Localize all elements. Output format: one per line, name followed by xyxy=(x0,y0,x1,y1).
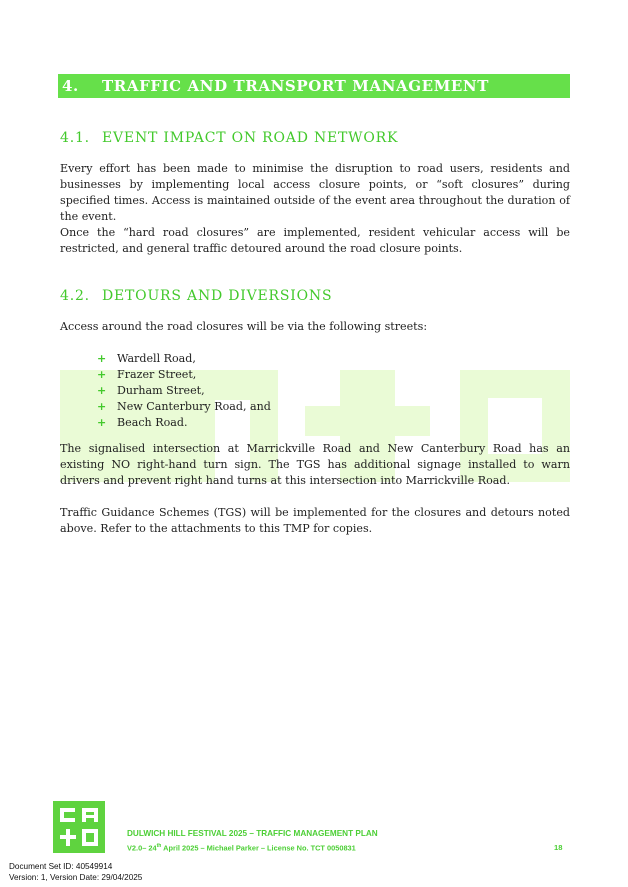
footer-title: DULWICH HILL FESTIVAL 2025 – TRAFFIC MANAGEMENT PLAN xyxy=(127,829,378,838)
subsection-title: DETOURS AND DIVERSIONS xyxy=(102,288,333,304)
subsection-number: 4.2. xyxy=(60,288,90,304)
list-item: + Beach Road. xyxy=(97,416,188,429)
detours-intro: Access around the road closures will be via the following streets: xyxy=(60,320,428,333)
subsection-heading-impact xyxy=(60,129,398,147)
section-title: TRAFFIC AND TRANSPORT MANAGEMENT xyxy=(102,77,490,95)
detours-paragraph-2: Traffic Guidance Schemes (TGS) will be implemented for the closures and detours noted above. Refer to the attachments to this TMP for copies. xyxy=(60,506,570,535)
subsection-heading-detours xyxy=(60,287,332,305)
section-heading xyxy=(58,74,570,98)
document-metadata xyxy=(9,861,142,883)
list-item: + New Canterbury Road, and xyxy=(97,400,271,413)
list-item: + Frazer Street, xyxy=(97,368,197,381)
document-version: Version: 1, Version Date: 29/04/2025 xyxy=(9,873,143,882)
list-item: + Durham Street, xyxy=(97,384,205,397)
subsection-title: EVENT IMPACT ON ROAD NETWORK xyxy=(102,130,399,146)
plus-icon: + xyxy=(97,400,107,413)
footer-version: V2.0– 24th April 2025 – Michael Parker – License No. TCT 0050831 xyxy=(127,843,356,853)
list-item: + Wardell Road, xyxy=(97,352,196,365)
impact-paragraph-1: Every effort has been made to minimise the disruption to road users, residents and businesses by implementing local access closure points, or “soft closures” during specified times. Access is maintained outside of the event area throughout the duration of the event. xyxy=(60,162,570,223)
page-number: 18 xyxy=(554,843,563,852)
section-number: 4. xyxy=(62,77,79,95)
plus-icon: + xyxy=(97,368,107,381)
plus-icon: + xyxy=(97,352,107,365)
street-list xyxy=(97,351,271,431)
plus-icon: + xyxy=(97,416,107,429)
impact-paragraph-2: Once the “hard road closures” are implemented, resident vehicular access will be restricted, and general traffic detoured around the road closure points. xyxy=(60,226,570,255)
plus-icon: + xyxy=(97,384,107,397)
document-set-id: Document Set ID: 40549914 xyxy=(9,862,113,871)
subsection-number: 4.1. xyxy=(60,130,90,146)
company-logo xyxy=(53,801,105,853)
detours-paragraph-1: The signalised intersection at Marrickville Road and New Canterbury Road has an existing NO right-hand turn sign. The TGS has additional signage installed to warn drivers and prevent right hand turns at this intersection into Marrickville Road. xyxy=(60,442,570,487)
